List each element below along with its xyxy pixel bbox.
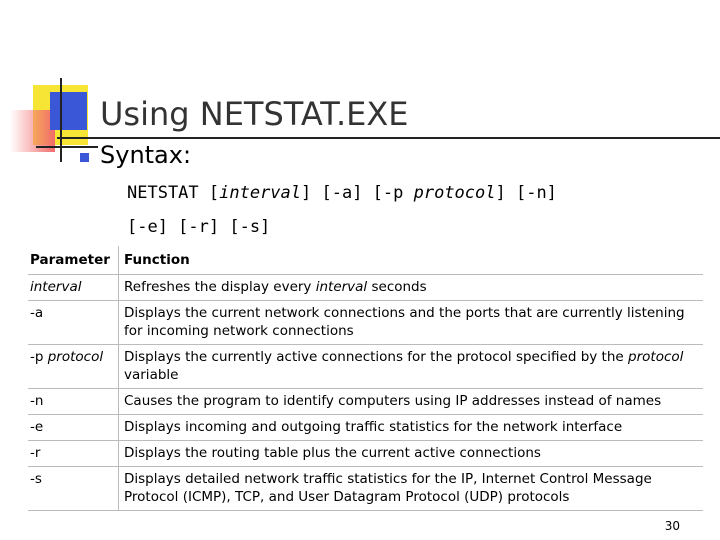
parameter-cell <box>28 389 119 415</box>
command-segment-text: interval <box>219 183 302 203</box>
function-text: variable <box>124 367 179 383</box>
table-row <box>28 301 703 345</box>
decorative-horizontal-line <box>36 146 98 148</box>
function-text: Displays the current network connections and the ports that are currently listening for incoming network connections <box>124 305 685 339</box>
table-header-row <box>28 246 703 275</box>
command-segment-text: NETSTAT [ <box>127 183 220 203</box>
function-cell <box>119 415 704 441</box>
function-text: Refreshes the display every <box>124 279 316 295</box>
parameter-text: interval <box>30 279 82 295</box>
parameter-text: -r <box>30 445 41 461</box>
parameter-cell <box>28 441 119 467</box>
command-segment-text: ] [-a] [-p <box>301 183 414 203</box>
parameter-cell <box>28 275 119 301</box>
parameter-cell <box>28 467 119 511</box>
parameter-cell <box>28 301 119 345</box>
parameter-text: protocol <box>47 349 104 365</box>
table-row <box>28 345 703 389</box>
function-cell <box>119 345 704 389</box>
slide-title: Using NETSTAT.EXE <box>100 95 409 133</box>
syntax-label: Syntax: <box>100 141 192 169</box>
function-text: Displays the currently active connections for the protocol specified by the <box>124 349 629 365</box>
parameter-table <box>28 246 703 511</box>
decorative-vertical-line <box>60 78 62 162</box>
function-text: Displays incoming and outgoing traffic statistics for the network interface <box>124 419 623 435</box>
parameter-text: -n <box>30 393 44 409</box>
function-text: interval <box>315 279 368 295</box>
title-underline <box>57 137 720 139</box>
table-row <box>28 415 703 441</box>
function-cell <box>119 441 704 467</box>
function-text: protocol <box>628 349 684 365</box>
page-number: 30 <box>664 519 680 533</box>
decorative-blue-square <box>50 92 87 130</box>
function-cell <box>119 467 704 511</box>
function-cell <box>119 301 704 345</box>
header-function: Function <box>119 246 704 275</box>
function-cell <box>119 275 704 301</box>
parameter-text: -s <box>30 471 42 487</box>
parameter-text: -e <box>30 419 44 435</box>
command-syntax-line-1 <box>127 183 557 203</box>
table-row <box>28 467 703 511</box>
function-cell <box>119 389 704 415</box>
parameter-cell <box>28 415 119 441</box>
parameter-text: -p <box>30 349 48 365</box>
table-row <box>28 275 703 301</box>
command-segment-text: protocol <box>413 183 496 203</box>
header-parameter: Parameter <box>28 246 119 275</box>
parameter-cell <box>28 345 119 389</box>
function-text: seconds <box>367 279 427 295</box>
command-segment-text: ] [-n] <box>495 183 557 203</box>
bullet-square-icon <box>80 153 89 162</box>
function-text: Causes the program to identify computers using IP addresses instead of names <box>124 393 662 409</box>
table-row <box>28 441 703 467</box>
table-row <box>28 389 703 415</box>
command-syntax-line-2: [-e] [-r] [-s] <box>127 217 271 237</box>
function-text: Displays detailed network traffic statistics for the IP, Internet Control Message Protocol (ICMP), TCP, and User Datagram Protocol (UDP) protocols <box>124 471 652 505</box>
parameter-text: -a <box>30 305 44 321</box>
function-text: Displays the routing table plus the current active connections <box>124 445 541 461</box>
